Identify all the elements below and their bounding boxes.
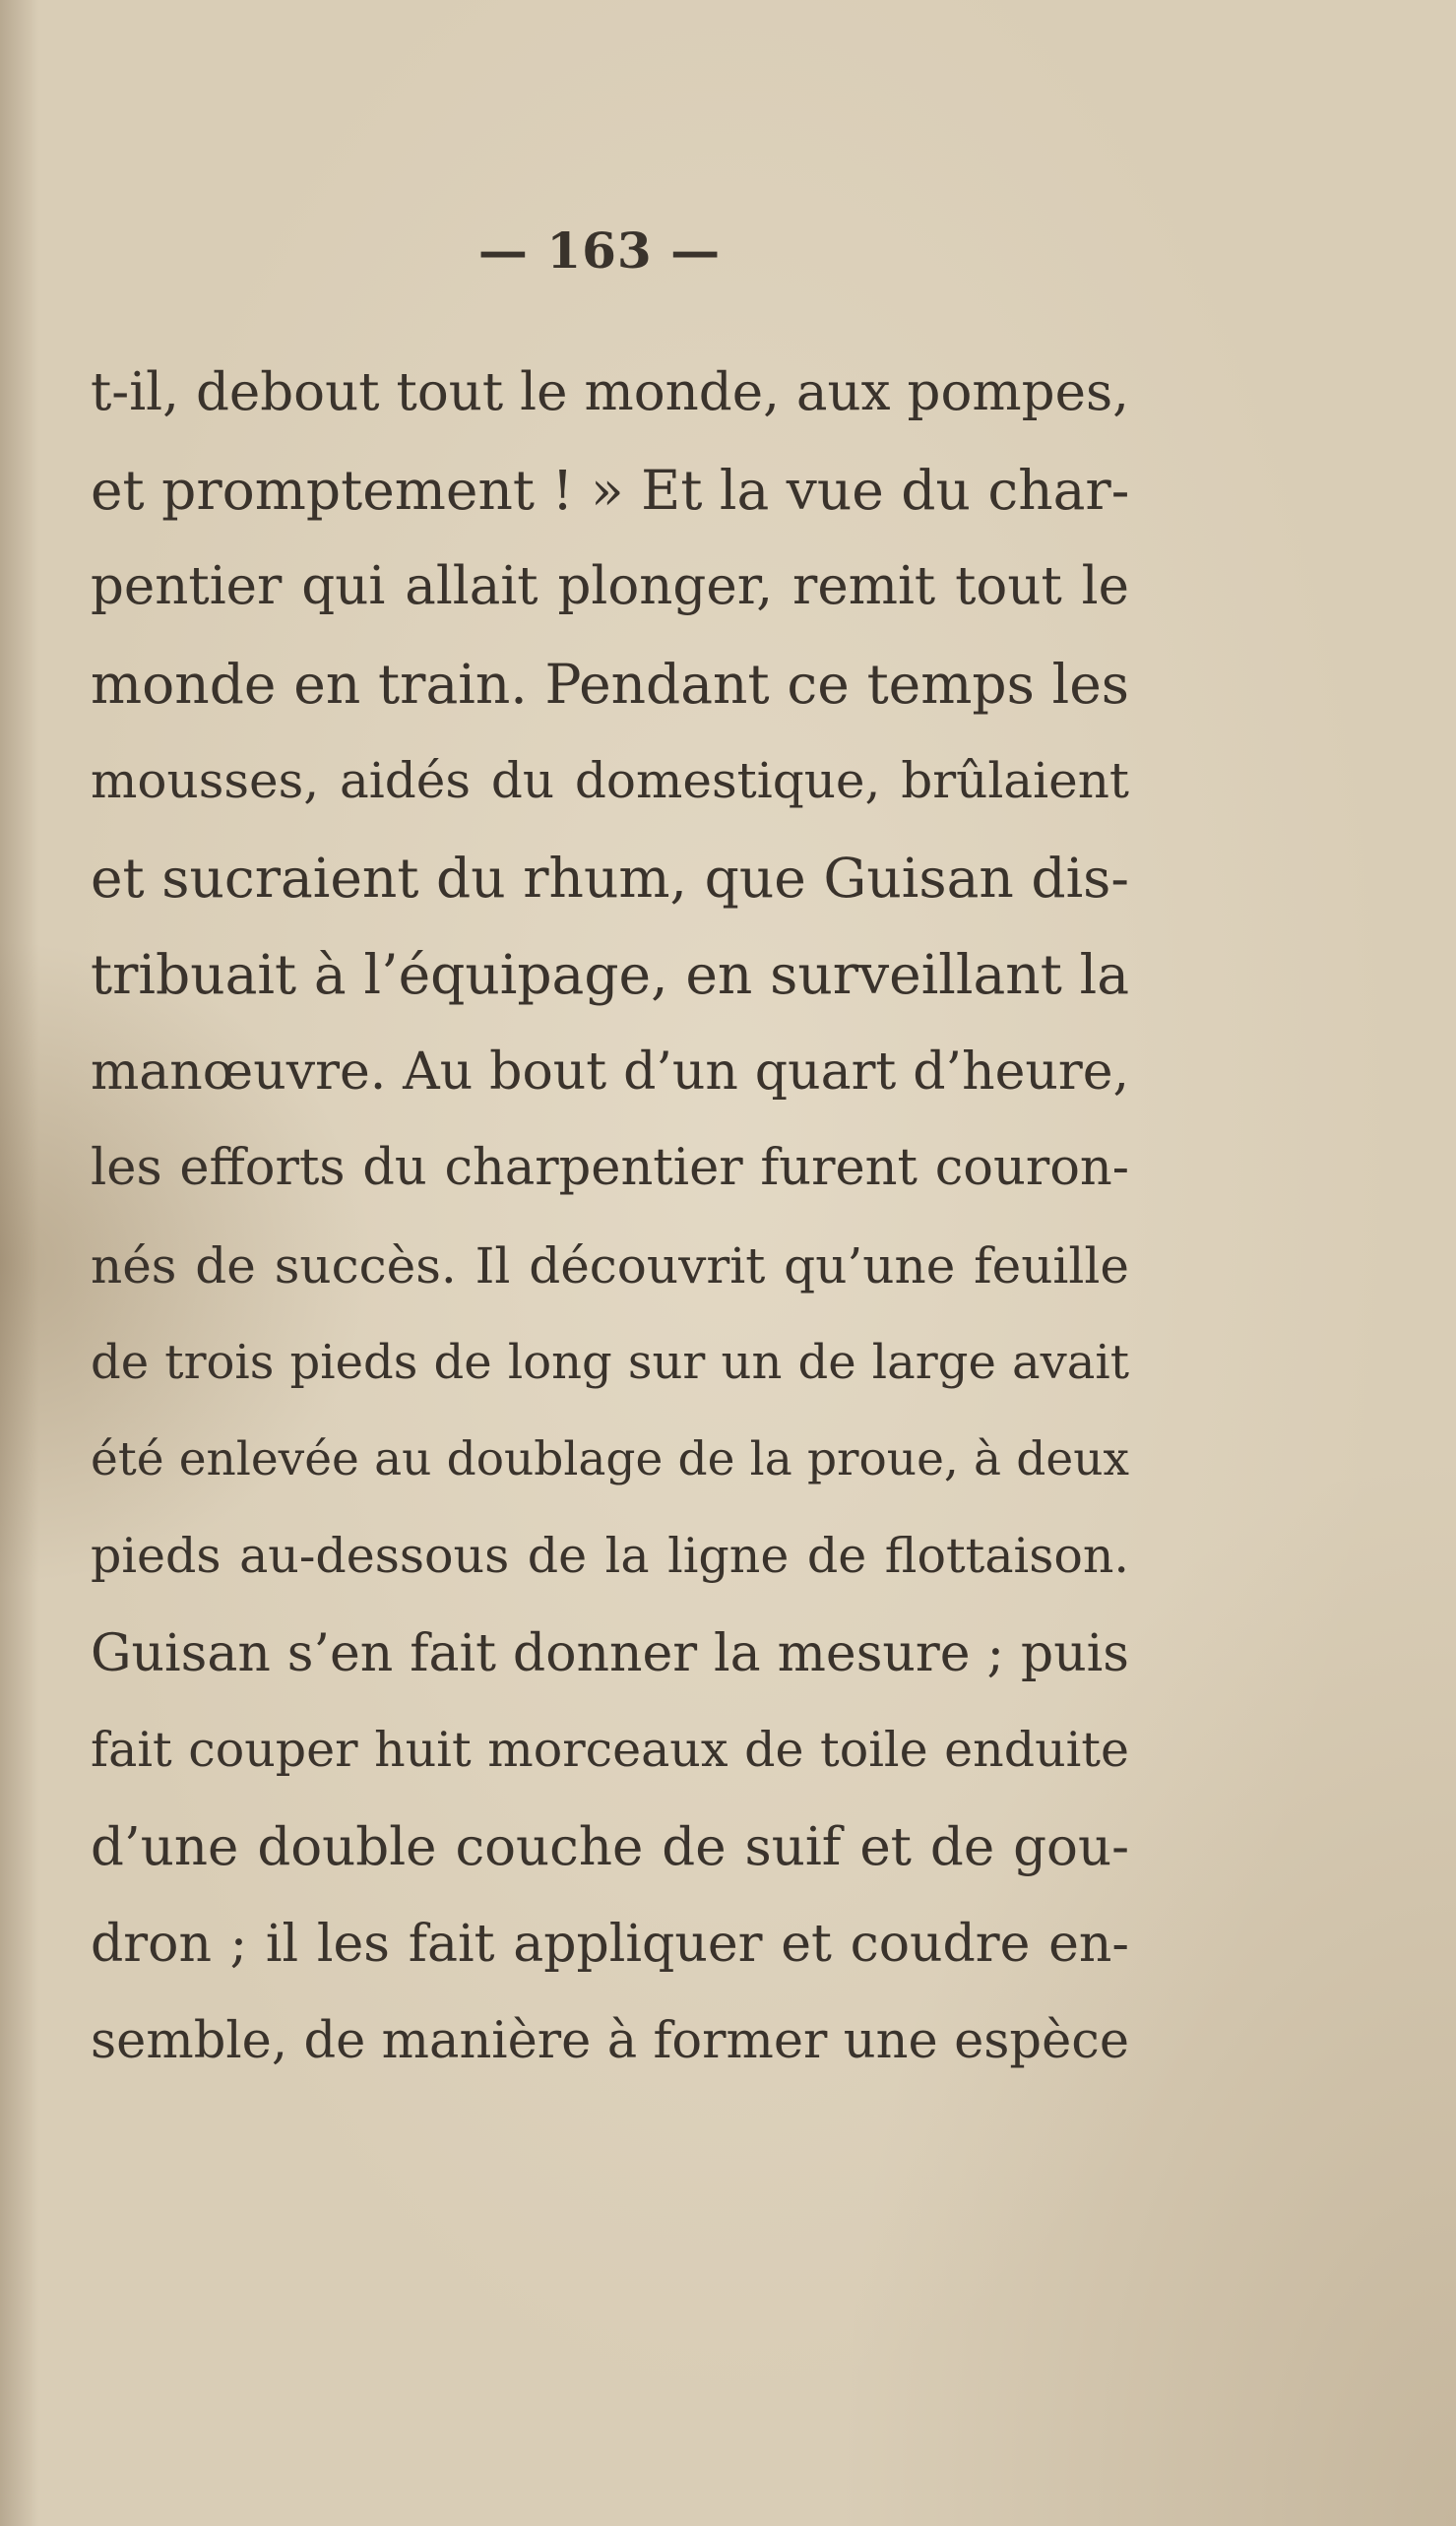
text-line: nés de succès. Il découvrit qu’une feuille	[91, 1236, 1129, 1295]
text-line: fait couper huit morceaux de toile enduite	[91, 1722, 1129, 1778]
text-line: et promptement ! » Et la vue du char-	[91, 458, 1130, 522]
text-line: semble, de manière à former une espèce	[91, 2011, 1129, 2070]
text-line: t-il, debout tout le monde, aux pompes,	[91, 362, 1129, 422]
gutter-shadow	[0, 0, 39, 2526]
text-line: les efforts du charpentier furent couron-	[91, 1139, 1129, 1197]
body-text	[91, 345, 1129, 2090]
text-line: dron ; il les fait appliquer et coudre en-	[91, 1915, 1129, 1974]
text-line: mousses, aidés du domestique, brûlaient	[91, 752, 1129, 809]
text-line: et sucraient du rhum, que Guisan dis-	[91, 846, 1129, 910]
text-line: de trois pieds de long sur un de large avait	[91, 1335, 1129, 1390]
text-line: manœuvre. Au bout d’un quart d’heure,	[91, 1042, 1129, 1102]
text-line: été enlevée au doublage de la proue, à deux	[91, 1431, 1129, 1486]
text-line: pentier qui allait plonger, remit tout le	[91, 556, 1129, 616]
text-line: d’une double couche de suif et de gou-	[91, 1816, 1129, 1877]
text-line: monde en train. Pendant ce temps les	[91, 652, 1129, 716]
text-line: Guisan s’en fait donner la mesure ; puis	[91, 1623, 1129, 1683]
text-line: pieds au-dessous de la ligne de flottaison.	[91, 1528, 1129, 1584]
text-line: tribuait à l’équipage, en surveillant la	[91, 943, 1129, 1006]
page-number: — 163 —	[477, 221, 722, 280]
